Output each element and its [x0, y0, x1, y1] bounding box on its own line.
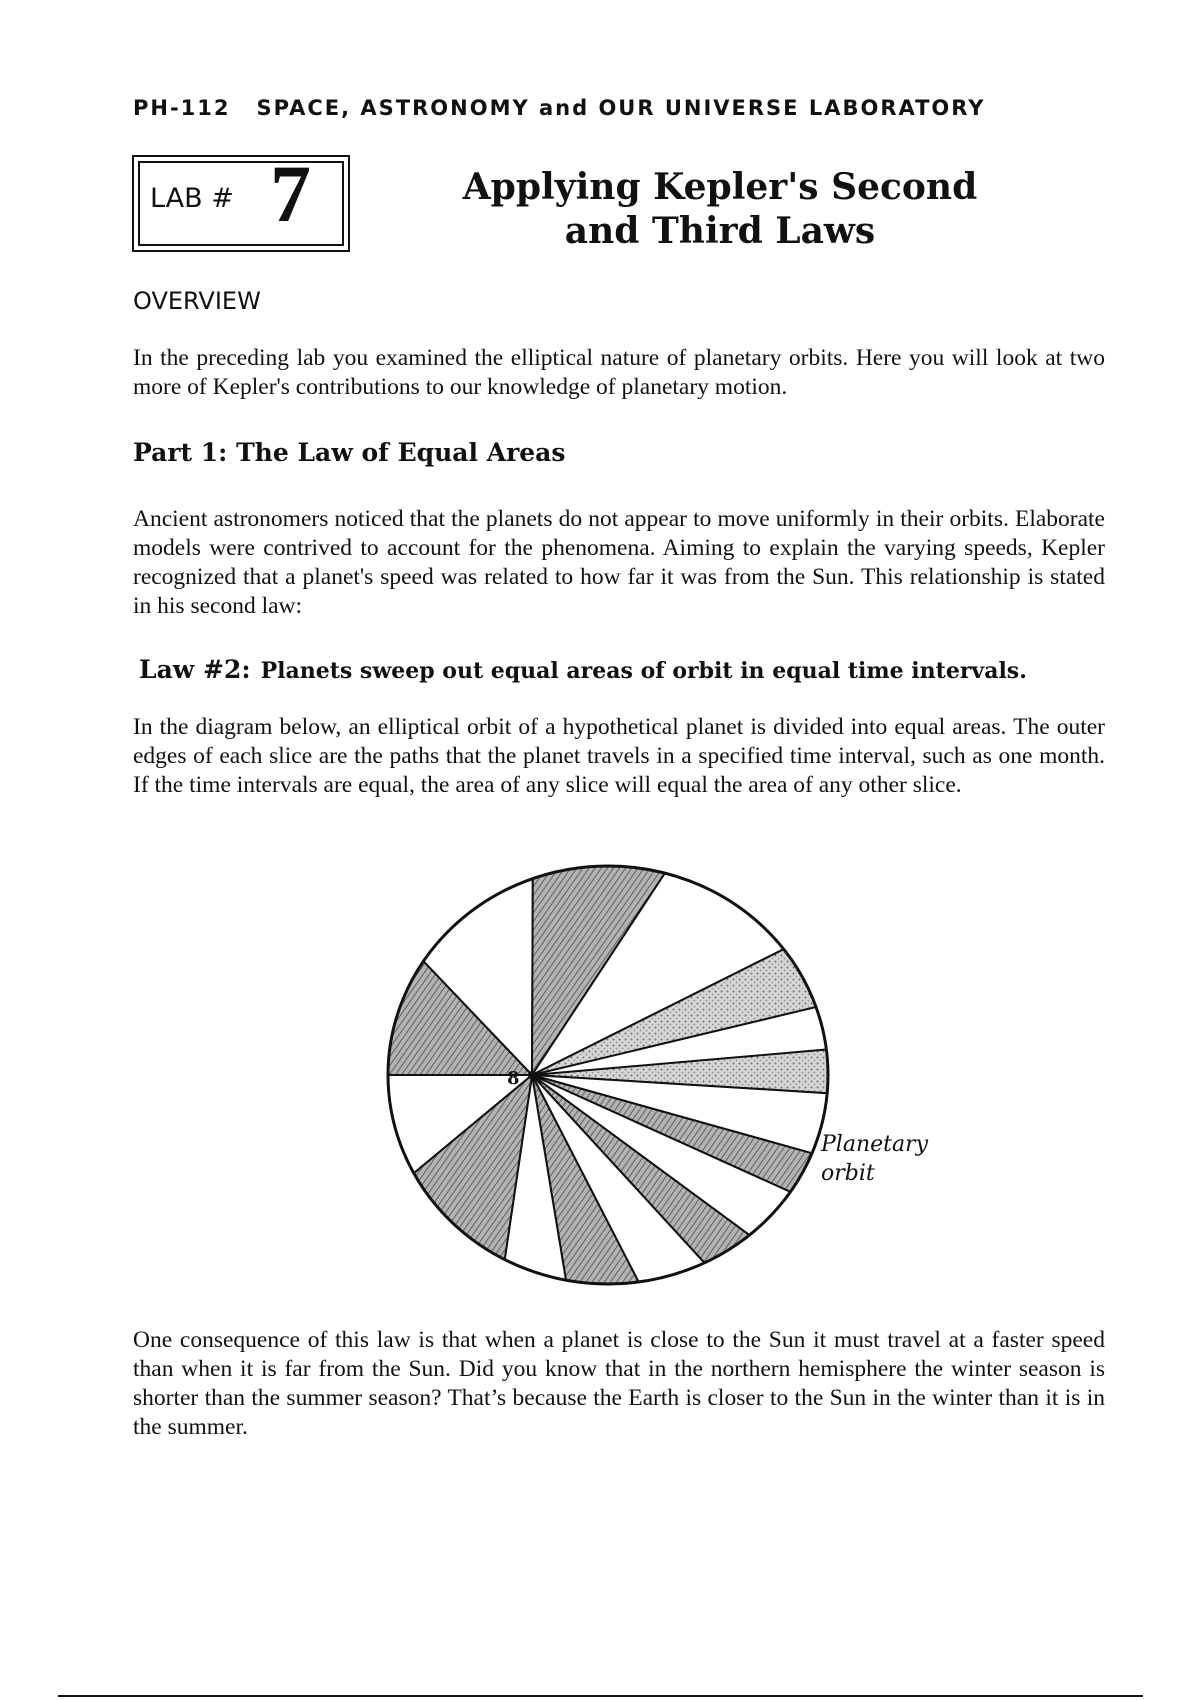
course-code: PH-112 [133, 96, 231, 120]
planetary-orbit-label [821, 1130, 928, 1188]
lab-title [440, 165, 1000, 253]
part1-intro-paragraph: Ancient astronomers noticed that the planets do not appear to move uniformly in their orbits. Elaborate models were contrived to account for the phenomena. Aiming to explain the varying speeds, Kepler recognized that a planet's speed was related to how far it was from the Sun. This relationship is stated in his second law: [133, 506, 1105, 619]
law-number: Law #2: [139, 655, 251, 684]
sun-symbol: 8 [507, 1068, 520, 1089]
lab-number-box [132, 148, 350, 252]
diagram-description-paragraph: In the diagram below, an elliptical orbit of a hypothetical planet is divided into equal areas. The outer edges of each slice are the paths that the planet travels in a specified time interval, such as one month. If the time intervals are equal, the area of any slice will equal the area of any other slice. [133, 714, 1105, 798]
overview-heading: OVERVIEW [133, 287, 261, 315]
lab-number: 7 [270, 148, 311, 239]
consequence-paragraph: One consequence of this law is that when a planet is close to the Sun it must travel at a faster speed than when it is far from the Sun. Did you know that in the northern hemisphere the winter season is shorter than the summer season? That’s because the Earth is closer to the Sun in the winter than it is in the summer. [133, 1327, 1105, 1440]
course-header [133, 96, 986, 120]
course-title: SPACE, ASTRONOMY and OUR UNIVERSE LABORATORY [256, 96, 986, 120]
law-text: Planets sweep out equal areas of orbit in equal time intervals. [260, 658, 1027, 684]
footer-divider [58, 1695, 1143, 1697]
lab-label: LAB # [150, 183, 234, 214]
law-heading [139, 655, 1027, 684]
lab-title-line2: and Third Laws [564, 210, 876, 252]
orbit-slices [388, 866, 828, 1284]
lab-title-line1: Applying Kepler's Second [462, 166, 978, 208]
orbit-label-line2: orbit [821, 1161, 875, 1186]
equal-areas-orbit-diagram [380, 848, 850, 1288]
sun-focus-point [528, 1071, 536, 1079]
orbit-label-line1: Planetary [821, 1132, 929, 1157]
overview-paragraph: In the preceding lab you examined the elliptical nature of planetary orbits. Here you will look at two more of Kepler's contributions to our knowledge of planetary motion. [133, 345, 1105, 400]
part1-heading: Part 1: The Law of Equal Areas [133, 438, 566, 467]
